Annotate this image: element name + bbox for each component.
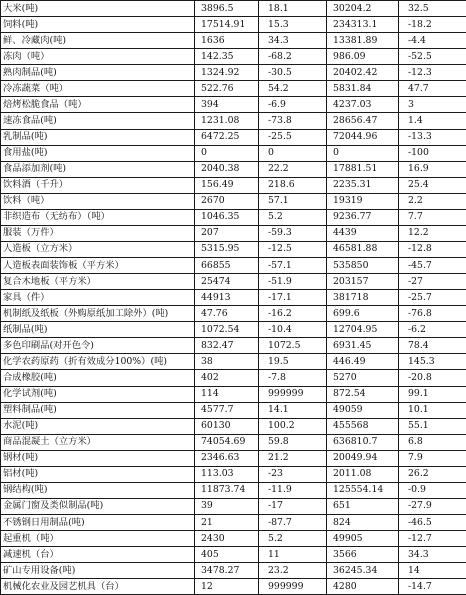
cumulative-output-cell: 2235.31	[327, 177, 399, 193]
product-name-cell: 矿山专用设备(吨)	[1, 563, 195, 579]
cumulative-output-cell: 381718	[327, 290, 399, 306]
cumulative-growth-cell: -0.9	[399, 482, 466, 498]
table-row	[1, 498, 466, 514]
table-row	[1, 1, 466, 17]
monthly-output-cell: 66855	[195, 258, 259, 274]
cumulative-growth-cell: -46.5	[399, 515, 466, 531]
cumulative-output-cell: 9236.77	[327, 209, 399, 225]
table-row	[1, 547, 466, 563]
cumulative-growth-cell: -45.7	[399, 258, 466, 274]
cumulative-growth-cell: -27.9	[399, 498, 466, 514]
product-name-cell: 纸制品(吨)	[1, 322, 195, 338]
monthly-growth-cell: 23.2	[259, 563, 327, 579]
monthly-growth-cell: -30.5	[259, 65, 327, 81]
cumulative-growth-cell: 16.9	[399, 161, 466, 177]
cumulative-growth-cell: 12.2	[399, 225, 466, 241]
cumulative-output-cell: 12704.95	[327, 322, 399, 338]
product-name-cell: 不锈钢日用制品(吨)	[1, 515, 195, 531]
monthly-output-cell: 113.03	[195, 466, 259, 482]
table-row	[1, 274, 466, 290]
monthly-growth-cell: -11.9	[259, 482, 327, 498]
cumulative-output-cell: 535850	[327, 258, 399, 274]
table-row	[1, 322, 466, 338]
product-name-cell: 饮料酒（千升）	[1, 177, 195, 193]
monthly-growth-cell: -16.2	[259, 306, 327, 322]
cumulative-output-cell: 446.49	[327, 354, 399, 370]
product-name-cell: 减速机（台）	[1, 547, 195, 563]
monthly-output-cell: 39	[195, 498, 259, 514]
monthly-output-cell: 12	[195, 579, 259, 595]
cumulative-output-cell: 824	[327, 515, 399, 531]
product-name-cell: 非织造布（无纺布）（吨）	[1, 209, 195, 225]
monthly-growth-cell: 5.2	[259, 531, 327, 547]
monthly-growth-cell: -12.5	[259, 241, 327, 257]
product-name-cell: 机械化农业及园艺机具（台）	[1, 579, 195, 595]
cumulative-output-cell: 19319	[327, 193, 399, 209]
cumulative-growth-cell: -14.7	[399, 579, 466, 595]
monthly-growth-cell: -59.3	[259, 225, 327, 241]
product-name-cell: 饲料(吨)	[1, 17, 195, 33]
cumulative-growth-cell: -6.2	[399, 322, 466, 338]
monthly-output-cell: 38	[195, 354, 259, 370]
monthly-growth-cell: -57.1	[259, 258, 327, 274]
cumulative-output-cell: 234313.1	[327, 17, 399, 33]
monthly-growth-cell: -17	[259, 498, 327, 514]
cumulative-growth-cell: -52.5	[399, 49, 466, 65]
monthly-output-cell: 1324.92	[195, 65, 259, 81]
cumulative-growth-cell: 32.5	[399, 1, 466, 17]
cumulative-output-cell: 636810.7	[327, 434, 399, 450]
cumulative-output-cell: 986.09	[327, 49, 399, 65]
cumulative-output-cell: 20049.94	[327, 450, 399, 466]
monthly-growth-cell: 15.3	[259, 17, 327, 33]
cumulative-growth-cell: 26.2	[399, 466, 466, 482]
monthly-growth-cell: 57.1	[259, 193, 327, 209]
monthly-output-cell: 1636	[195, 33, 259, 49]
product-name-cell: 食用盐(吨)	[1, 145, 195, 161]
cumulative-output-cell: 72044.96	[327, 129, 399, 145]
table-row	[1, 129, 466, 145]
cumulative-output-cell: 20402.42	[327, 65, 399, 81]
product-name-cell: 钢结构(吨)	[1, 482, 195, 498]
monthly-growth-cell: 18.1	[259, 1, 327, 17]
cumulative-output-cell: 49905	[327, 531, 399, 547]
product-name-cell: 熟肉制品(吨)	[1, 65, 195, 81]
monthly-output-cell: 2430	[195, 531, 259, 547]
monthly-output-cell: 142.35	[195, 49, 259, 65]
cumulative-growth-cell: -12.7	[399, 531, 466, 547]
product-name-cell: 复合木地板（平方米）	[1, 274, 195, 290]
product-name-cell: 商品混凝土（立方米）	[1, 434, 195, 450]
product-name-cell: 鲜、冷藏肉(吨)	[1, 33, 195, 49]
monthly-growth-cell: -6.9	[259, 97, 327, 113]
cumulative-growth-cell: 55.1	[399, 418, 466, 434]
monthly-output-cell: 394	[195, 97, 259, 113]
monthly-output-cell: 156.49	[195, 177, 259, 193]
cumulative-growth-cell: -4.4	[399, 33, 466, 49]
cumulative-growth-cell: 10.1	[399, 402, 466, 418]
table-row	[1, 65, 466, 81]
cumulative-output-cell: 13381.89	[327, 33, 399, 49]
table-row	[1, 17, 466, 33]
monthly-output-cell: 832.47	[195, 338, 259, 354]
product-name-cell: 机制纸及纸板（外购原纸加工除外）(吨)	[1, 306, 195, 322]
cumulative-output-cell: 651	[327, 498, 399, 514]
monthly-growth-cell: 21.2	[259, 450, 327, 466]
product-name-cell: 冻肉（吨）	[1, 49, 195, 65]
cumulative-growth-cell: 34.3	[399, 547, 466, 563]
monthly-output-cell: 0	[195, 145, 259, 161]
table-row	[1, 450, 466, 466]
monthly-output-cell: 4577.7	[195, 402, 259, 418]
cumulative-output-cell: 30204.2	[327, 1, 399, 17]
cumulative-output-cell: 125554.14	[327, 482, 399, 498]
monthly-output-cell: 405	[195, 547, 259, 563]
cumulative-output-cell: 5831.84	[327, 81, 399, 97]
table-row	[1, 418, 466, 434]
monthly-growth-cell: 14.1	[259, 402, 327, 418]
monthly-output-cell: 114	[195, 386, 259, 402]
monthly-growth-cell: -68.2	[259, 49, 327, 65]
table-row	[1, 193, 466, 209]
cumulative-growth-cell: 7.9	[399, 450, 466, 466]
monthly-output-cell: 44913	[195, 290, 259, 306]
monthly-growth-cell: -87.7	[259, 515, 327, 531]
monthly-output-cell: 21	[195, 515, 259, 531]
cumulative-output-cell: 28656.47	[327, 113, 399, 129]
table-row	[1, 579, 466, 595]
cumulative-growth-cell: 99.1	[399, 386, 466, 402]
cumulative-growth-cell: -27	[399, 274, 466, 290]
cumulative-growth-cell: -12.3	[399, 65, 466, 81]
monthly-growth-cell: 54.2	[259, 81, 327, 97]
table-row	[1, 306, 466, 322]
cumulative-output-cell: 455568	[327, 418, 399, 434]
cumulative-output-cell: 36245.34	[327, 563, 399, 579]
table-row	[1, 370, 466, 386]
table-row	[1, 209, 466, 225]
monthly-output-cell: 1072.54	[195, 322, 259, 338]
monthly-output-cell: 25474	[195, 274, 259, 290]
monthly-growth-cell: 1072.5	[259, 338, 327, 354]
cumulative-output-cell: 4280	[327, 579, 399, 595]
table-row	[1, 563, 466, 579]
cumulative-growth-cell: 25.4	[399, 177, 466, 193]
product-name-cell: 水泥(吨)	[1, 418, 195, 434]
table-row	[1, 225, 466, 241]
cumulative-growth-cell: 3	[399, 97, 466, 113]
monthly-output-cell: 5315.95	[195, 241, 259, 257]
cumulative-output-cell: 6931.45	[327, 338, 399, 354]
cumulative-output-cell: 872.54	[327, 386, 399, 402]
monthly-growth-cell: 999999	[259, 386, 327, 402]
monthly-growth-cell: -10.4	[259, 322, 327, 338]
table-row	[1, 386, 466, 402]
table-row	[1, 338, 466, 354]
cumulative-growth-cell: 145.3	[399, 354, 466, 370]
cumulative-output-cell: 0	[327, 145, 399, 161]
cumulative-growth-cell: -76.8	[399, 306, 466, 322]
cumulative-output-cell: 4237.03	[327, 97, 399, 113]
cumulative-growth-cell: -20.8	[399, 370, 466, 386]
cumulative-output-cell: 3566	[327, 547, 399, 563]
product-name-cell: 人造板（立方米）	[1, 241, 195, 257]
monthly-growth-cell: 5.2	[259, 209, 327, 225]
product-name-cell: 人造板表面装饰板（平方米）	[1, 258, 195, 274]
table-row	[1, 145, 466, 161]
table-row	[1, 402, 466, 418]
table-body	[1, 1, 466, 595]
monthly-output-cell: 522.76	[195, 81, 259, 97]
cumulative-growth-cell: 2.2	[399, 193, 466, 209]
product-name-cell: 乳制品(吨)	[1, 129, 195, 145]
monthly-output-cell: 3478.27	[195, 563, 259, 579]
monthly-growth-cell: 59.8	[259, 434, 327, 450]
monthly-output-cell: 11873.74	[195, 482, 259, 498]
table-row	[1, 482, 466, 498]
cumulative-growth-cell: 7.7	[399, 209, 466, 225]
monthly-growth-cell: 999999	[259, 579, 327, 595]
monthly-output-cell: 47.76	[195, 306, 259, 322]
monthly-output-cell: 74054.69	[195, 434, 259, 450]
table-row	[1, 258, 466, 274]
product-name-cell: 钢材(吨)	[1, 450, 195, 466]
monthly-growth-cell: -73.8	[259, 113, 327, 129]
cumulative-output-cell: 699.6	[327, 306, 399, 322]
monthly-output-cell: 6472.25	[195, 129, 259, 145]
monthly-output-cell: 60130	[195, 418, 259, 434]
product-name-cell: 化学农药原药（折有效成分100%）(吨)	[1, 354, 195, 370]
product-name-cell: 塑料制品(吨)	[1, 402, 195, 418]
monthly-growth-cell: 34.3	[259, 33, 327, 49]
monthly-output-cell: 402	[195, 370, 259, 386]
table-row	[1, 354, 466, 370]
monthly-output-cell: 207	[195, 225, 259, 241]
table-row	[1, 177, 466, 193]
table-row	[1, 290, 466, 306]
cumulative-output-cell: 17881.51	[327, 161, 399, 177]
table-row	[1, 113, 466, 129]
cumulative-growth-cell: 1.4	[399, 113, 466, 129]
monthly-growth-cell: -51.9	[259, 274, 327, 290]
monthly-growth-cell: 19.5	[259, 354, 327, 370]
cumulative-growth-cell: -25.7	[399, 290, 466, 306]
cumulative-growth-cell: -100	[399, 145, 466, 161]
cumulative-growth-cell: 6.8	[399, 434, 466, 450]
monthly-growth-cell: 11	[259, 547, 327, 563]
cumulative-output-cell: 4439	[327, 225, 399, 241]
monthly-output-cell: 2346.63	[195, 450, 259, 466]
monthly-growth-cell: 22.2	[259, 161, 327, 177]
monthly-growth-cell: 218.6	[259, 177, 327, 193]
cumulative-growth-cell: 14	[399, 563, 466, 579]
monthly-growth-cell: -17.1	[259, 290, 327, 306]
monthly-output-cell: 2670	[195, 193, 259, 209]
monthly-output-cell: 17514.91	[195, 17, 259, 33]
product-name-cell: 食品添加剂(吨)	[1, 161, 195, 177]
cumulative-growth-cell: 78.4	[399, 338, 466, 354]
product-name-cell: 多色印刷品(对开色令)	[1, 338, 195, 354]
product-name-cell: 家具（件）	[1, 290, 195, 306]
cumulative-output-cell: 5270	[327, 370, 399, 386]
table-row	[1, 434, 466, 450]
monthly-growth-cell: -7.8	[259, 370, 327, 386]
monthly-output-cell: 1046.35	[195, 209, 259, 225]
cumulative-output-cell: 2011.08	[327, 466, 399, 482]
monthly-output-cell: 2040.38	[195, 161, 259, 177]
product-name-cell: 金属门窗及类似制品(吨)	[1, 498, 195, 514]
monthly-output-cell: 3896.5	[195, 1, 259, 17]
monthly-output-cell: 1231.08	[195, 113, 259, 129]
table-row	[1, 49, 466, 65]
cumulative-output-cell: 49059	[327, 402, 399, 418]
product-name-cell: 大米(吨)	[1, 1, 195, 17]
table-row	[1, 531, 466, 547]
table-row	[1, 466, 466, 482]
cumulative-growth-cell: -12.8	[399, 241, 466, 257]
monthly-growth-cell: -23	[259, 466, 327, 482]
cumulative-output-cell: 46581.88	[327, 241, 399, 257]
monthly-growth-cell: 0	[259, 145, 327, 161]
table-row	[1, 33, 466, 49]
product-name-cell: 铝材(吨)	[1, 466, 195, 482]
product-name-cell: 合成橡胶(吨)	[1, 370, 195, 386]
table-row	[1, 81, 466, 97]
monthly-growth-cell: 100.2	[259, 418, 327, 434]
cumulative-growth-cell: -18.2	[399, 17, 466, 33]
cumulative-output-cell: 203157	[327, 274, 399, 290]
product-name-cell: 化学试剂(吨)	[1, 386, 195, 402]
table-row	[1, 515, 466, 531]
cumulative-growth-cell: 47.7	[399, 81, 466, 97]
product-name-cell: 饮料（吨）	[1, 193, 195, 209]
cumulative-growth-cell: -13.3	[399, 129, 466, 145]
product-name-cell: 冷冻蔬菜（吨）	[1, 81, 195, 97]
product-name-cell: 服装（万件）	[1, 225, 195, 241]
product-name-cell: 速冻食品(吨)	[1, 113, 195, 129]
table-row	[1, 97, 466, 113]
table-row	[1, 161, 466, 177]
table-row	[1, 241, 466, 257]
product-name-cell: 起重机（吨）	[1, 531, 195, 547]
monthly-growth-cell: -25.5	[259, 129, 327, 145]
product-name-cell: 焙烤松脆食品（吨）	[1, 97, 195, 113]
